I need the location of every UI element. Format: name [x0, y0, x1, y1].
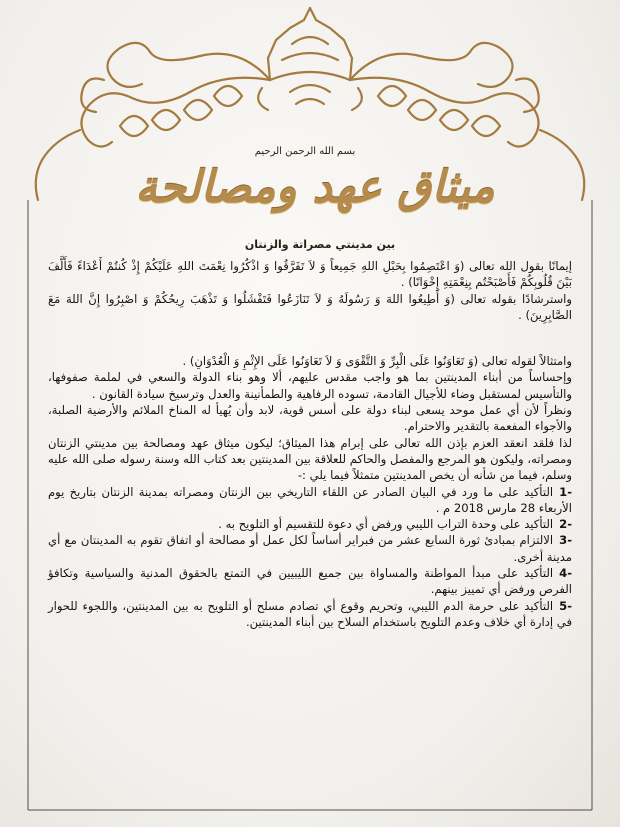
preamble-paragraph-4: لذا فلقد انعقد العزم بإذن الله تعالى على إبرام هذا الميثاق؛ ليكون ميثاق عهد ومصالحة بين مدينتي الزنتان ومصراته، وليكون هو المرجع والمفصل والحاكم للعلاقة بين المدينتين بعد كتاب الله وسنة رسوله صلى الله عليه وسلم، فيما من شأنه أن يخص المدينتين متمثلاً فيما يلي :- [48, 435, 572, 483]
basmala: بسم الله الرحمن الرحيم [254, 146, 356, 157]
preamble-paragraph-1: وامتثالاً لقوله تعالى (وَ تَعَاوَنُوا عَلَى الْبِرِّ وَ التَّقْوَى وَ لاَ تَعَاوَنُوا عَلَى الإِثْمِ وَ الْعُدْوَانِ) . [182, 354, 572, 369]
intro-paragraph-2: واسترشادًا بقوله تعالى (وَ أَطِيعُوا اللهَ وَ رَسُولَهُ وَ لاَ تَنَازَعُوا فَتَفْشَلُوا وَ تَذْهَبَ رِيحُكُمْ وَ اصْبِرُوا إِنَّ اللهَ مَعَ الصَّابِرِينَ) . [48, 291, 572, 322]
item-number: -5 [559, 598, 572, 613]
preamble-paragraph-2: وإحساساً من أبناء المدينتين بما هو واجب مقدس عليهم، ألا وهو بناء الدولة والسعي في لملمة صفوفها، والتأسيس لمستقبل وضاء للأجيال القادمة، تسوده الرفاهية والطمأنينة والعدل وترسيخ سيادة القانون . [48, 370, 572, 401]
charter-title: ميثاق عهد ومصالحة [135, 162, 495, 213]
item-number: -1 [559, 484, 572, 499]
intro-paragraph-1: إيمانًا بقول الله تعالى (وَ اعْتَصِمُوا بِحَبْلِ اللهِ جَمِيعاً وَ لاَ تَفَرَّقُوا وَ اذْكُرُوا نِعْمَتَ اللهِ عَلَيْكُمْ إِذْ كُنتُمْ أَعْدَاءً فَأَلَّفَ بَيْنَ قُلُوبِكُمْ فَأَصْبَحْتُم بِنِعْمَتِهِ إِخْوَانًا) . [48, 259, 572, 290]
paragraph-gap [48, 323, 572, 353]
charter-item-2 [48, 516, 572, 532]
item-number: -3 [559, 533, 572, 548]
item-text: التأكيد على مبدأ المواطنة والمساواة بين جميع الليبيين في التمتع بالحقوق المدنية والسياسية وتكافؤ الفرص ورفض أي تمييز بينهم. [48, 566, 572, 597]
charter-item-5 [48, 598, 572, 631]
charter-item-4 [48, 565, 572, 598]
preamble-paragraph-3: ونظراً لأن أي عمل موحد يسعى لبناء دولة على أسس قوية، لابد وأن يُهيأ له المناخ الملائم والأرضية الصلبة، والأجواء المفعمة بالتقدير والاحترام. [48, 403, 572, 434]
charter-subtitle: بين مدينتي مصراتة والزنتان [244, 238, 396, 251]
item-text: التأكيد على وحدة التراب الليبي ورفض أي دعوة للتقسيم أو التلويح به . [218, 517, 554, 532]
item-text: التأكيد على ما ورد في البيان الصادر عن اللقاء التاريخي بين الزنتان ومصراته بمدينة الزنتان بتاريخ يوم الأربعاء 28 مارس 2018 م . [48, 484, 572, 515]
item-number: -2 [559, 517, 572, 532]
item-number: -4 [559, 566, 572, 581]
charter-item-3 [48, 532, 572, 565]
charter-body [48, 258, 572, 630]
item-text: التأكيد على حرمة الدم الليبي، وتحريم وقوع أي تصادم مسلح أو التلويح به بين المدينتين، واللجوء للحوار في إدارة أي خلاف وعدم التلويح باستخدام السلاح بين أبناء المدينتين. [48, 598, 572, 629]
item-text: الالتزام بمبادئ ثورة السابع عشر من فبراير أساساً لكل عمل أو مصالحة أو اتفاق تقوم به المدينتان مع أي مدينة أخرى. [48, 533, 572, 564]
charter-item-1 [48, 484, 572, 517]
